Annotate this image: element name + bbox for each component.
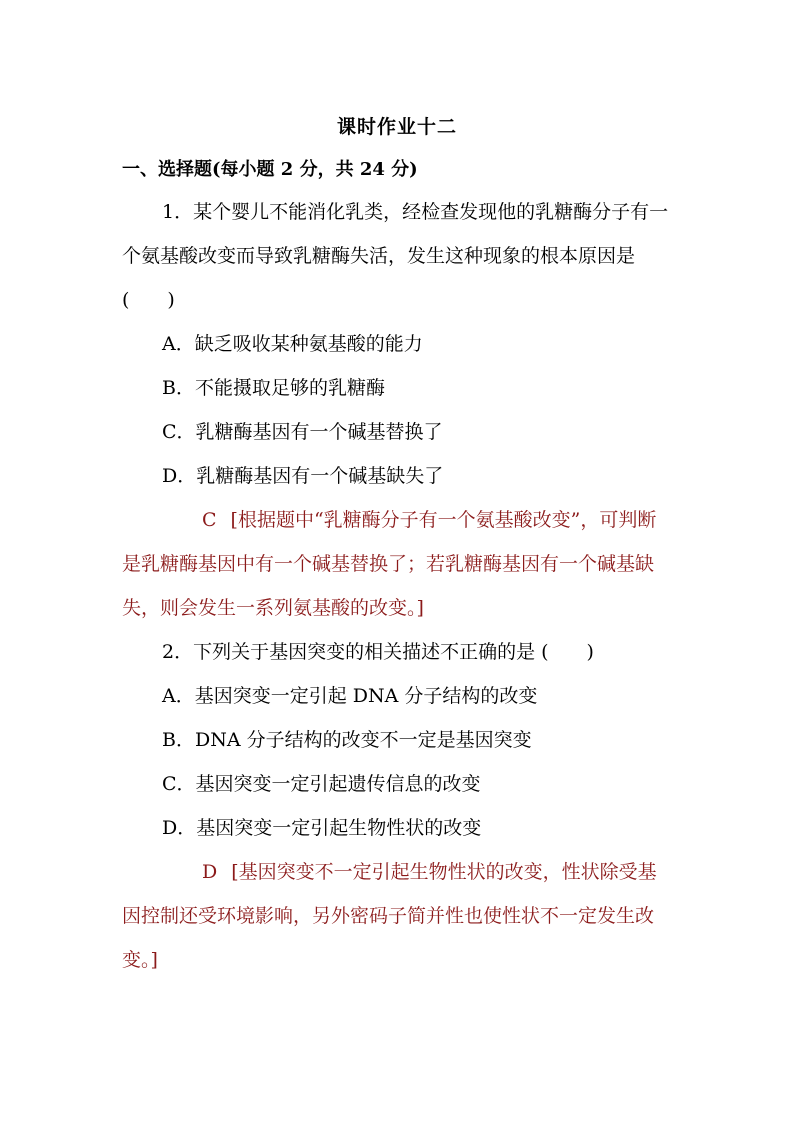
question-2-answer bbox=[122, 850, 674, 982]
question-2-option-a: A．基因突变一定引起 DNA 分子结构的改变 bbox=[162, 685, 538, 707]
page-title: 课时作业十二 bbox=[336, 116, 457, 138]
question-2-option-c: C．基因突变一定引起遗传信息的改变 bbox=[162, 773, 481, 795]
question-1-answer-explanation: [根据题中“乳糖酶分子有一个氨基酸改变”，可判断是乳糖酶基因中有一个碱基替换了；若乳糖酶基因有一个碱基缺失，则会发生一系列氨基酸的改变。] bbox=[122, 509, 657, 619]
question-2-stem: 2．下列关于基因突变的相关描述不正确的是 ( ) bbox=[162, 641, 594, 663]
question-1-option-d: D．乳糖酶基因有一个碱基缺失了 bbox=[162, 465, 444, 487]
question-1-answer bbox=[122, 498, 674, 630]
question-1-option-c: C．乳糖酶基因有一个碱基替换了 bbox=[162, 421, 443, 443]
question-1-option-b: B．不能摄取足够的乳糖酶 bbox=[162, 377, 385, 399]
question-2-option-d: D．基因突变一定引起生物性状的改变 bbox=[162, 817, 482, 839]
question-2-answer-explanation: [基因突变不一定引起生物性状的改变，性状除受基因控制还受环境影响，另外密码子简并性也使性状不一定发生改变。] bbox=[122, 861, 657, 971]
section-heading: 一、选择题(每小题 2 分，共 24 分) bbox=[122, 159, 418, 180]
question-1-stem: 1．某个婴儿不能消化乳类，经检查发现他的乳糖酶分子有一个氨基酸改变而导致乳糖酶失活，发生这种现象的根本原因是( ) bbox=[122, 201, 669, 311]
question-1-option-a: A．缺乏吸收某种氨基酸的能力 bbox=[162, 333, 423, 355]
question-2-answer-letter: D bbox=[202, 861, 218, 883]
question-2-option-b: B．DNA 分子结构的改变不一定是基因突变 bbox=[162, 729, 532, 751]
question-1-answer-letter: C bbox=[202, 509, 217, 531]
